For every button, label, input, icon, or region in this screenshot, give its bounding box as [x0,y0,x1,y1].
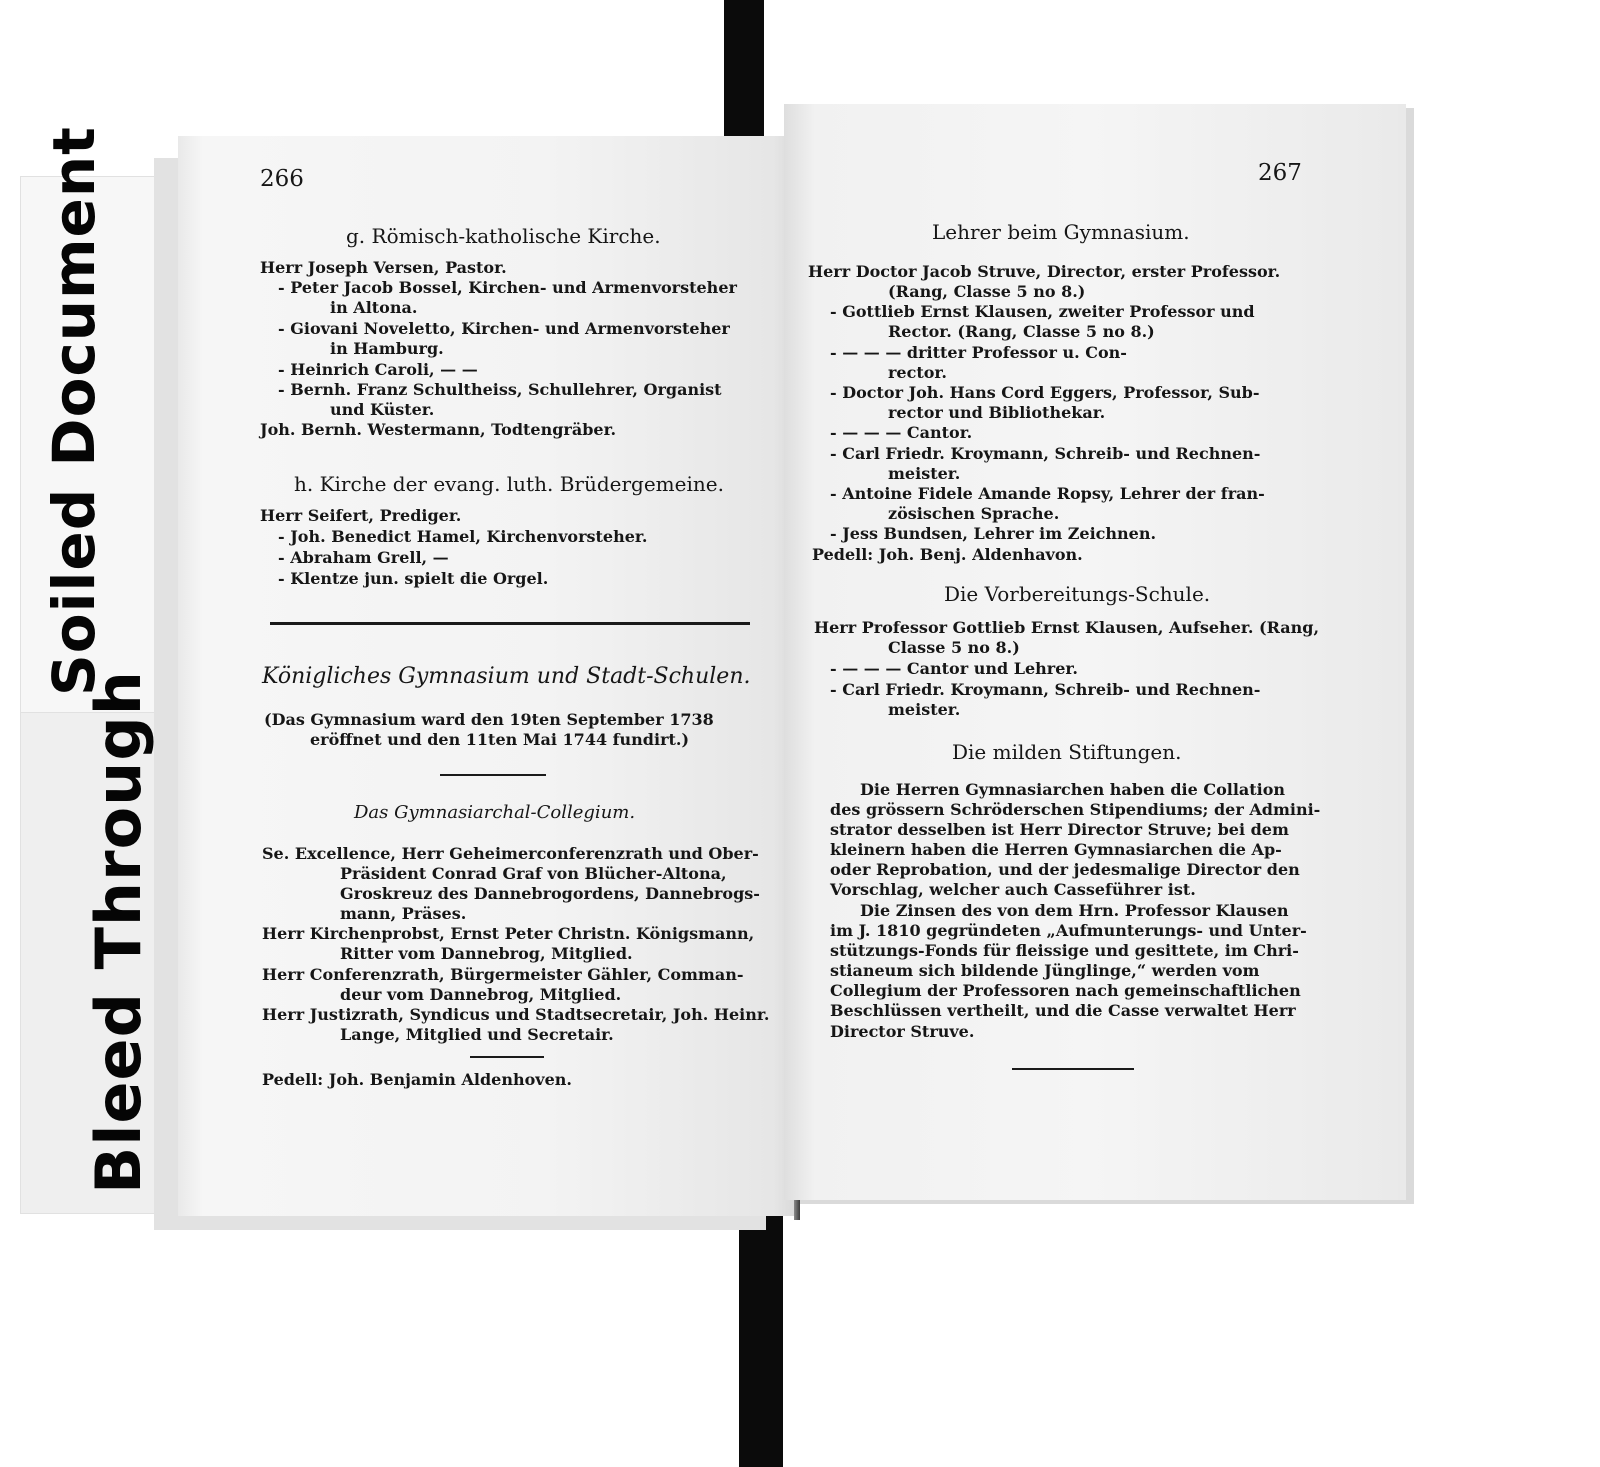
text-line: Herr Professor Gottlieb Ernst Klausen, Aufseher. (Rang, [814,618,1320,637]
text-line: - Bernh. Franz Schultheiss, Schullehrer, Organist [278,380,722,399]
main-title: Königliches Gymnasium und Stadt-Schulen. [262,664,751,689]
short-rule [470,1056,544,1058]
soiled-document-label: Soiled Document [40,126,108,696]
text-line: Classe 5 no 8.) [888,638,1020,657]
text-line: Herr Joseph Versen, Pastor. [260,258,507,277]
text-line: rector. [888,363,947,382]
text-line: in Hamburg. [330,339,444,358]
text-line: - Gottlieb Ernst Klausen, zweiter Professor und [830,302,1255,321]
pedell-line: Pedell: Joh. Benjamin Aldenhoven. [262,1070,572,1089]
text-line: Herr Justizrath, Syndicus und Stadtsecretair, Joh. Heinr. [262,1005,770,1024]
text-line: stianeum sich bildende Jünglinge,“ werden vom [830,961,1260,980]
text-line: Herr Doctor Jacob Struve, Director, erster Professor. [808,262,1281,281]
text-line: meister. [888,700,961,719]
end-rule [1012,1068,1134,1070]
text-line: (Rang, Classe 5 no 8.) [888,282,1086,301]
stiftungen-heading: Die milden Stiftungen. [952,740,1182,764]
text-line: - Heinrich Caroli, — — [278,360,478,379]
text-line: Vorschlag, welcher auch Casseführer ist. [830,880,1196,899]
short-rule [440,774,546,776]
text-line: - Klentze jun. spielt die Orgel. [278,569,549,588]
text-line: - Carl Friedr. Kroymann, Schreib- und Rechnen- [830,444,1261,463]
text-line: Director Struve. [830,1022,975,1041]
text-line: - — — — dritter Professor u. Con- [830,343,1127,362]
text-line: eröffnet und den 11ten Mai 1744 fundirt.) [310,730,690,749]
text-line: Joh. Bernh. Westermann, Todtengräber. [260,420,617,439]
text-line: Herr Conferenzrath, Bürgermeister Gähler, Comman- [262,965,744,984]
divider-rule [270,622,750,625]
text-line: Die Herren Gymnasiarchen haben die Collation [860,780,1286,799]
text-line: Lange, Mitglied und Secretair. [340,1025,614,1044]
binding-strip-top [724,0,764,140]
page-number: 266 [260,166,304,192]
section-heading-g: g. Römisch-katholische Kirche. [346,224,661,248]
pedell-line: Pedell: Joh. Benj. Aldenhavon. [812,545,1083,564]
text-line: deur vom Dannebrog, Mitglied. [340,985,622,1004]
text-line: Ritter vom Dannebrog, Mitglied. [340,944,633,963]
text-line: - Jess Bundsen, Lehrer im Zeichnen. [830,524,1157,543]
text-line: stützungs-Fonds für fleissige und gesittete, im Chri- [830,941,1299,960]
text-line: - Peter Jacob Bossel, Kirchen- und Armenvorsteher [278,278,737,297]
text-line: Rector. (Rang, Classe 5 no 8.) [888,322,1155,341]
text-line: mann, Präses. [340,904,467,923]
text-line: oder Reprobation, und der jedesmalige Director den [830,860,1300,879]
text-line: des grössern Schröderschen Stipendiums; der Admini- [830,800,1321,819]
text-line: zösischen Sprache. [888,504,1060,523]
text-line: im J. 1810 gegründeten „Aufmunterungs- und Unter- [830,921,1307,940]
text-line: in Altona. [330,298,418,317]
text-line: - Carl Friedr. Kroymann, Schreib- und Rechnen- [830,680,1261,699]
bleed-through-label: Bleed Through [82,670,155,1194]
text-line: strator desselben ist Herr Director Struve; bei dem [830,820,1289,839]
text-line: kleinern haben die Herren Gymnasiarchen die Ap- [830,840,1282,859]
text-line: Collegium der Professoren nach gemeinschaftlichen [830,981,1301,1000]
text-line: Herr Kirchenprobst, Ernst Peter Christn. Königsmann, [262,924,755,943]
text-line: - — — — Cantor und Lehrer. [830,659,1078,678]
text-line: - Doctor Joh. Hans Cord Eggers, Professor, Sub- [830,383,1260,402]
text-line: Se. Excellence, Herr Geheimerconferenzrath und Ober- [262,844,759,863]
text-line: Die Zinsen des von dem Hrn. Professor Klausen [860,901,1289,920]
collegium-heading: Das Gymnasiarchal-Collegium. [354,802,636,823]
section-heading-h: h. Kirche der evang. luth. Brüdergemeine. [294,472,724,496]
text-line: - Antoine Fidele Amande Ropsy, Lehrer der fran- [830,484,1265,503]
right-page [784,104,1398,1200]
text-line: - Giovani Noveletto, Kirchen- und Armenvorsteher [278,319,730,338]
text-line: - Joh. Benedict Hamel, Kirchenvorsteher. [278,527,648,546]
left-page [178,136,798,1216]
text-line: Präsident Conrad Graf von Blücher-Altona, [340,864,727,883]
text-line: rector und Bibliothekar. [888,403,1106,422]
vorbereitung-heading: Die Vorbereitungs-Schule. [944,582,1211,606]
text-line: und Küster. [330,400,435,419]
text-line: - Abraham Grell, — [278,548,449,567]
binding-strip-bottom [739,1200,783,1467]
text-line: meister. [888,464,961,483]
text-line: Herr Seifert, Prediger. [260,506,462,525]
text-line: - — — — Cantor. [830,423,973,442]
page-number: 267 [1258,160,1302,186]
text-line: Beschlüssen vertheilt, und die Casse verwaltet Herr [830,1001,1296,1020]
text-line: Groskreuz des Dannebrogordens, Dannebrogs- [340,884,760,903]
lehrer-heading: Lehrer beim Gymnasium. [932,220,1190,244]
text-line: (Das Gymnasium ward den 19ten September 1738 [264,710,714,729]
